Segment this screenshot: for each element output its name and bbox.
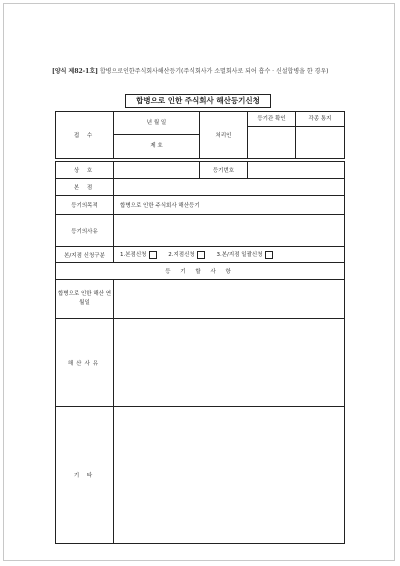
branch-type-label: 본/지점 신청구분	[56, 247, 114, 263]
matters-header: 등 기 할 사 항	[56, 263, 345, 280]
registration-no-field[interactable]	[248, 162, 345, 179]
other-field[interactable]	[114, 407, 345, 544]
registrar-check-field[interactable]	[248, 127, 295, 158]
branch-options	[114, 247, 345, 263]
notice-label: 각종 통지	[296, 112, 344, 127]
merger-date-field[interactable]	[114, 280, 345, 319]
other-label: 기 타	[56, 407, 114, 544]
trade-name-field[interactable]	[114, 162, 200, 179]
option-branch: 2.지점신청	[168, 252, 195, 259]
reception-table	[55, 111, 345, 159]
dissolution-reason-label: 해산사유	[56, 319, 114, 407]
bulk-checkbox[interactable]	[265, 251, 273, 259]
option-bulk: 3.본/지점 일괄신청	[216, 252, 263, 259]
head-office-label: 본 점	[56, 179, 114, 196]
branch-checkbox[interactable]	[197, 251, 205, 259]
cause-field[interactable]	[114, 215, 345, 247]
option-head-office: 1.본점신청	[120, 252, 147, 259]
head-office-checkbox[interactable]	[149, 251, 157, 259]
form-number: [양식 제82-1호]	[52, 68, 98, 75]
reception-label: 접 수	[56, 112, 114, 159]
purpose-value: 합병으로 인한 주식회사 해산등기	[114, 196, 345, 215]
application-table	[55, 161, 345, 544]
notice-cell	[296, 112, 345, 159]
cause-label: 등기의사유	[56, 215, 114, 247]
form-title: 합병으로인한주식회사해산등기(주식회사가 소멸회사로 되어 흡수 · 신설합병을 한 경우)	[99, 68, 329, 75]
registrar-check-cell	[248, 112, 296, 159]
reception-date-number-cell	[114, 112, 200, 159]
head-office-field[interactable]	[114, 179, 345, 196]
merger-date-label: 합병으로 인한 해산 연월일	[56, 280, 114, 319]
form-header	[52, 66, 352, 75]
processor-label: 처리인	[200, 112, 248, 159]
reception-date: 년 월 일	[114, 112, 199, 135]
purpose-label: 등기의목적	[56, 196, 114, 215]
registration-no-label: 등기번호	[200, 162, 248, 179]
notice-field[interactable]	[296, 127, 344, 158]
registrar-check-label: 등기관 확인	[248, 112, 295, 127]
trade-name-label: 상 호	[56, 162, 114, 179]
reception-number: 제 호	[150, 143, 163, 149]
dissolution-reason-field[interactable]	[114, 319, 345, 407]
document-title: 합병으로 인한 주식회사 해산등기신청	[125, 94, 271, 108]
